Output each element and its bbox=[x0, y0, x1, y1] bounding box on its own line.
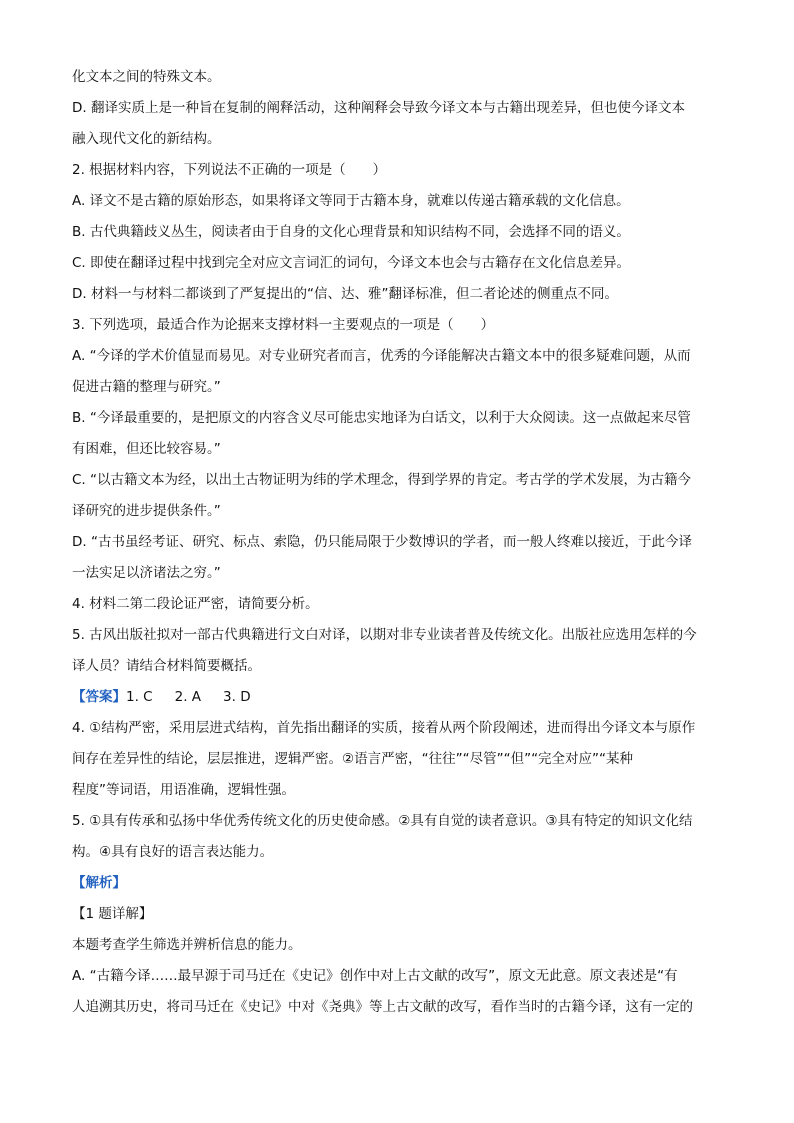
option-a: A. 译文不是古籍的原始形态，如果将译文等同于古籍本身，就难以传递古籍承载的文化信息。 bbox=[72, 193, 630, 209]
text-line: 本题考查学生筛选并辨析信息的能力。 bbox=[72, 937, 302, 953]
text-line: 间存在差异性的结论，层层推进，逻辑严密。②语言严密，“往往”“尽管”“但”“完全对应”“某种 bbox=[72, 751, 634, 767]
option-c: C. 即使在翻译过程中找到完全对应文言词汇的词句，今译文本也会与古籍存在文化信息差异。 bbox=[72, 255, 631, 271]
option-d: D. 材料一与材料二都谈到了严复提出的“信、达、雅”翻译标准，但二者论述的侧重点不同。 bbox=[72, 286, 618, 302]
answer-4-line: 4. ①结构严密，采用层进式结构，首先指出翻译的实质，接着从两个阶段阐述，进而得出今译文本与原作 bbox=[72, 720, 696, 736]
option-b: B. “今译最重要的，是把原文的内容含义尽可能忠实地译为白话文，以利于大众阅读。这一点做起来尽管 bbox=[72, 410, 691, 426]
document-body bbox=[72, 62, 722, 1023]
text-line: 程度”等词语，用语准确，逻辑性强。 bbox=[72, 782, 295, 798]
question-5: 5. 古风出版社拟对一部古代典籍进行文白对译，以期对非专业读者普及传统文化。出版社应选用怎样的今 bbox=[72, 627, 697, 643]
answer-5-line: 5. ①具有传承和弘扬中华优秀传统文化的历史使命感。②具有自觉的读者意识。③具有特定的知识文化结 bbox=[72, 813, 693, 829]
answer-2: 2. A bbox=[174, 689, 202, 705]
question-4: 4. 材料二第二段论证严密，请简要分析。 bbox=[72, 596, 319, 612]
answer-1: 1. C bbox=[126, 689, 153, 705]
text-line: 促进古籍的整理与研究。” bbox=[72, 379, 221, 395]
text-line: 化文本之间的特殊文本。 bbox=[72, 69, 221, 85]
text-line: 译人员？请结合材料简要概括。 bbox=[72, 658, 261, 674]
text-line: 融入现代文化的新结构。 bbox=[72, 131, 221, 147]
answer-label: 【答案】 bbox=[72, 689, 126, 705]
option-a: A. “今译的学术价值显而易见。对专业研究者而言，优秀的今译能解决古籍文本中的很多疑难问题，从而 bbox=[72, 348, 691, 364]
text-line: 人追溯其历史，将司马迁在《史记》中对《尧典》等上古文献的改写，看作当时的古籍今译，这有一定的 bbox=[72, 999, 693, 1015]
text-line: 译研究的进步提供条件。” bbox=[72, 503, 221, 519]
answer-3: 3. D bbox=[223, 689, 251, 705]
question-2: 2. 根据材料内容，下列说法不正确的一项是（ ） bbox=[72, 162, 387, 178]
detail-label: 【1 题详解】 bbox=[72, 906, 153, 922]
option-d: D. “古书虽经考证、研究、标点、索隐，仍只能局限于少数博识的学者，而一般人终难以接近，于此今译 bbox=[72, 534, 692, 550]
analysis-label: 【解析】 bbox=[72, 875, 126, 891]
text-line: 构。④具有良好的语言表达能力。 bbox=[72, 844, 274, 860]
option-b: B. 古代典籍歧义丛生，阅读者由于自身的文化心理背景和知识结构不同，会选择不同的语义。 bbox=[72, 224, 630, 240]
option-c: C. “以古籍文本为经，以出土古物证明为纬的学术理念，得到学界的肯定。考古学的学术发展，为古籍今 bbox=[72, 472, 692, 488]
text-line: A. “古籍今译……最早源于司马迁在《史记》创作中对上古文献的改写”，原文无此意。原文表述是“有 bbox=[72, 968, 678, 984]
answer-row bbox=[72, 682, 722, 713]
question-3: 3. 下列选项，最适合作为论据来支撑材料一主要观点的一项是（ ） bbox=[72, 317, 495, 333]
text-line: D. 翻译实质上是一种旨在复制的阐释活动，这种阐释会导致今译文本与古籍出现差异，但也使今译文本 bbox=[72, 100, 685, 116]
text-line: 有困难，但还比较容易。” bbox=[72, 441, 221, 457]
text-line: 一法实足以济诸法之穷。” bbox=[72, 565, 221, 581]
